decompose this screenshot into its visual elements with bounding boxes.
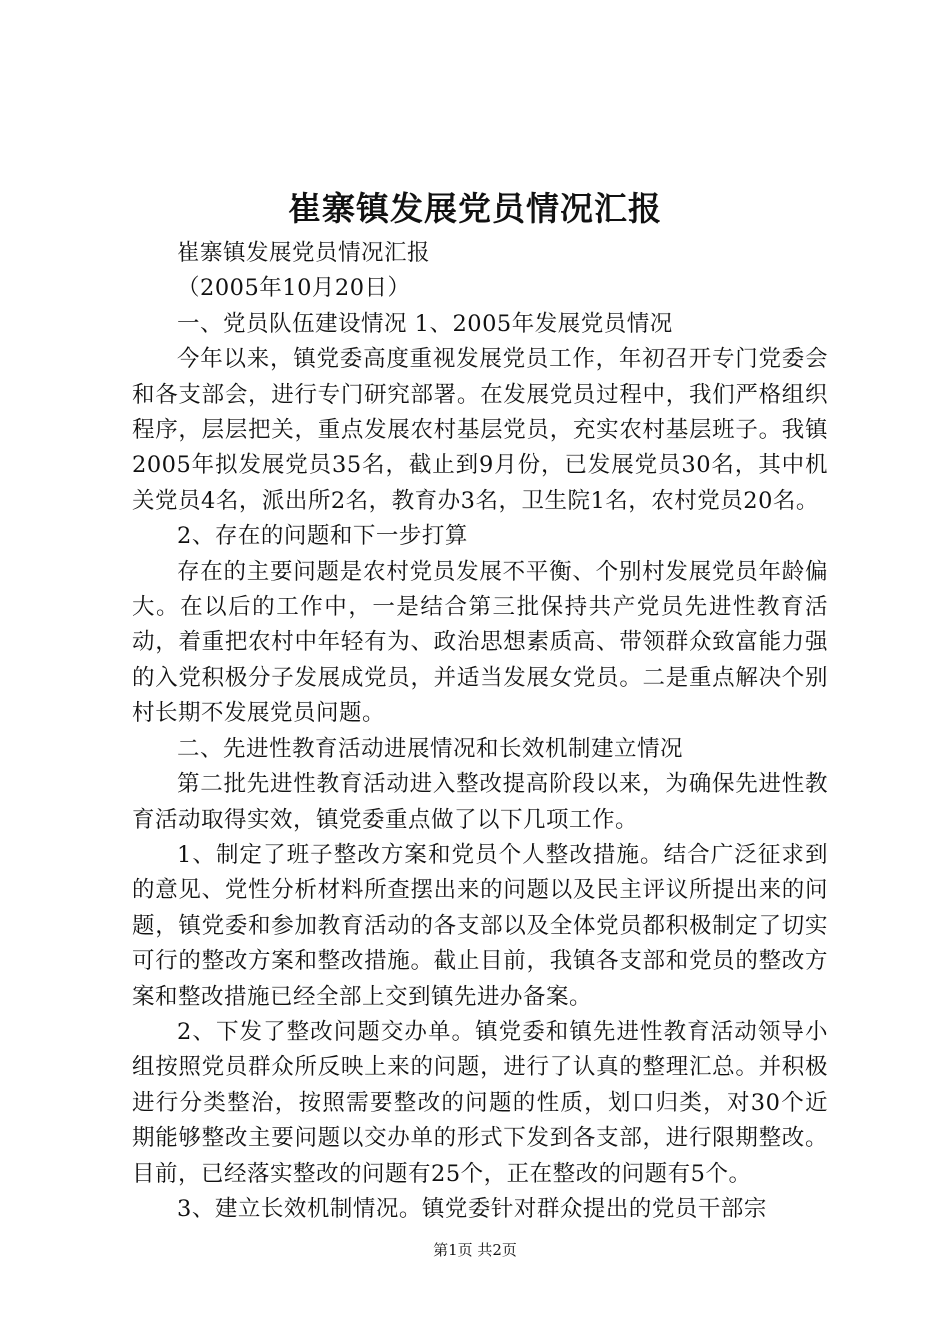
document-body xyxy=(132,236,828,1227)
document-title: 崔寨镇发展党员情况汇报 xyxy=(288,189,662,228)
paragraph: 第二批先进性教育活动进入整改提高阶段以来，为确保先进性教育活动取得实效，镇党委重点做了以下几项工作。 xyxy=(132,771,828,833)
paragraph: （2005年10月20日） xyxy=(177,275,411,302)
paragraph: 1、制定了班子整改方案和党员个人整改措施。结合广泛征求到的意见、党性分析材料所查摆出来的问题以及民主评议所提出来的问题，镇党委和参加教育活动的各支部以及全体党员都积极制定了切实可行的整改方案和整改措施。截止目前，我镇各支部和党员的整改方案和整改措施已经全部上交到镇先进办备案。 xyxy=(132,841,828,1010)
paragraph: 二、先进性教育活动进展情况和长效机制建立情况 xyxy=(177,735,684,762)
paragraph: 2、下发了整改问题交办单。镇党委和镇先进性教育活动领导小组按照党员群众所反映上来的问题，进行了认真的整理汇总。并积极进行分类整治，按照需要整改的问题的性质，划口归类，对30个近期能够整改主要问题以交办单的形式下发到各支部，进行限期整改。目前，已经落实整改的问题有25个，正在整改的问题有5个。 xyxy=(132,1018,828,1187)
paragraph: 存在的主要问题是农村党员发展不平衡、个别村发展党员年龄偏大。在以后的工作中，一是结合第三批保持共产党员先进性教育活动，着重把农村中年轻有为、政治思想素质高、带领群众致富能力强的入党积极分子发展成党员，并适当发展女党员。二是重点解决个别村长期不发展党员问题。 xyxy=(132,558,828,727)
paragraph: 3、建立长效机制情况。镇党委针对群众提出的党员干部宗 xyxy=(177,1195,767,1222)
paragraph: 崔寨镇发展党员情况汇报 xyxy=(177,240,431,266)
page-footer: 第1页 共2页 xyxy=(433,1241,517,1259)
paragraph: 今年以来，镇党委高度重视发展党员工作，年初召开专门党委会和各支部会，进行专门研究部署。在发展党员过程中，我们严格组织程序，层层把关，重点发展农村基层党员，充实农村基层班子。我镇2005年拟发展党员35名，截止到9月份，已发展党员30名，其中机关党员4名，派出所2名，教育办3名，卫生院1名，农村党员20名。 xyxy=(132,346,828,514)
paragraph: 2、存在的问题和下一步打算 xyxy=(177,523,468,550)
paragraph: 一、党员队伍建设情况 1、2005年发展党员情况 xyxy=(177,310,673,337)
